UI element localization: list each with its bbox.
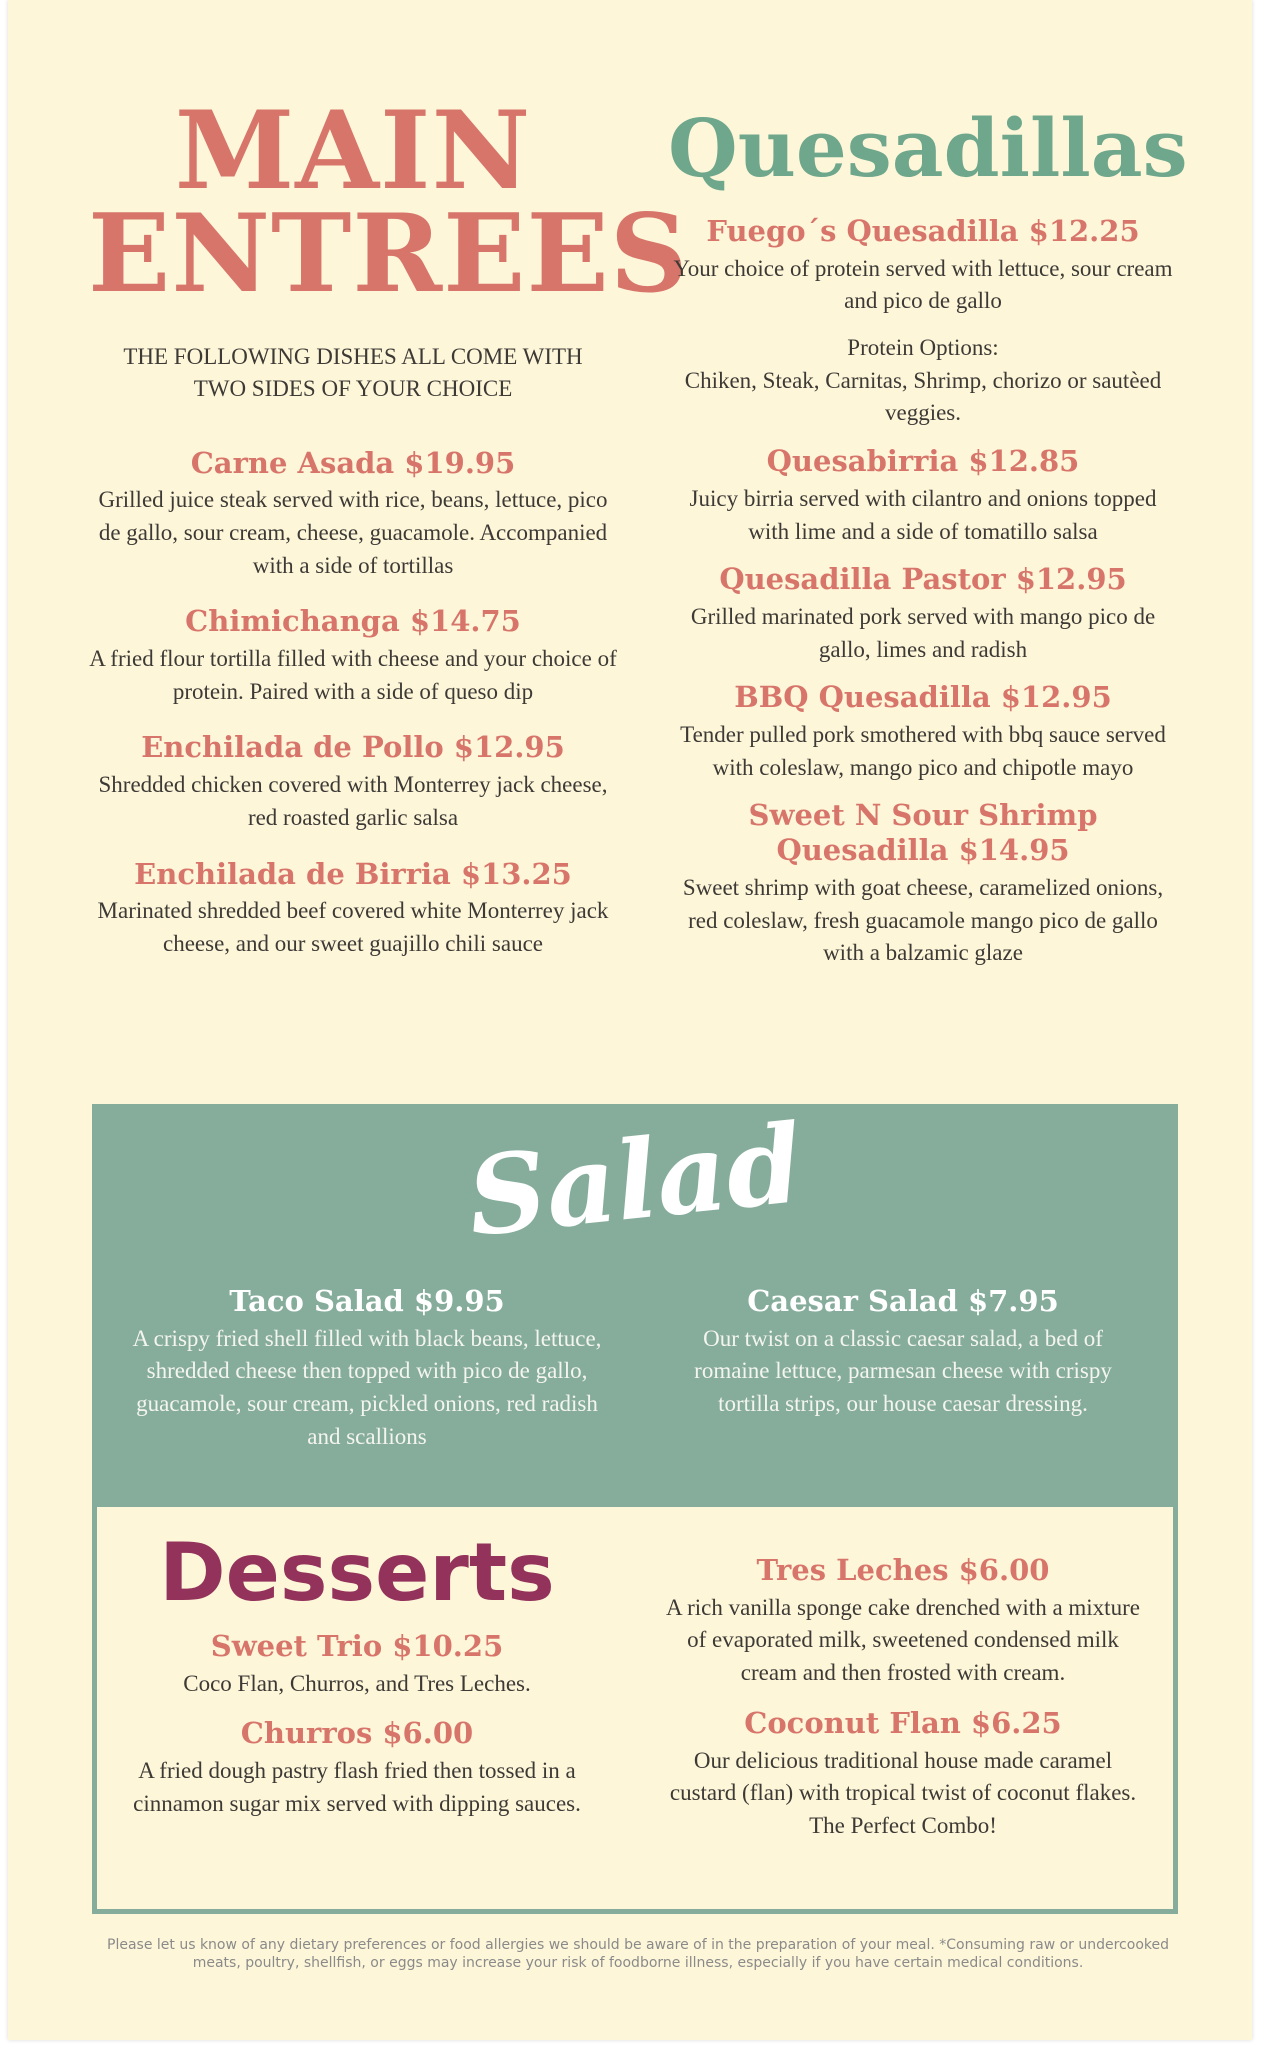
item-name: Quesadilla Pastor $12.95 [719, 562, 1127, 597]
item-name: Quesabirria $12.85 [766, 444, 1080, 479]
item-description: A fried flour tortilla filled with cheese and your choice of protein. Paired with a side of queso dip [89, 646, 617, 704]
item-description: Juicy birria served with cilantro and onions topped with lime and a side of tomatillo salsa [689, 485, 1157, 544]
menu-item-caesar-salad [668, 1284, 1138, 1421]
item-description: Our delicious traditional house made caramel custard (flan) with tropical twist of coconut flakes. The Perfect Combo! [669, 1747, 1137, 1838]
item-description: Grilled juice steak served with rice, beans, lettuce, pico de gallo, sour cream, cheese, guacamole. Accompanied with a side of tortillas [98, 487, 608, 578]
item-name: Sweet Trio $10.25 [210, 1629, 504, 1663]
main-entrees-title [88, 88, 689, 317]
desserts-right-column [663, 1553, 1143, 1859]
salad-title: Salad [462, 1100, 808, 1262]
menu-item-sweet-sour-shrimp [668, 798, 1178, 970]
item-name: Caesar Salad $7.95 [747, 1284, 1059, 1318]
item-description: Coco Flan, Churros, and Tres Leches. [183, 1670, 531, 1696]
item-description: A fried dough pastry flash fried then tossed in a cinnamon sugar mix served with dipping sauces. [133, 1758, 581, 1816]
menu-item-churros [117, 1716, 597, 1820]
quesadillas-section [668, 101, 1188, 984]
title-line-entrees: ENTREES [88, 190, 689, 317]
item-description: Marinated shredded beef covered white Monterrey jack cheese, and our sweet guajillo chili sauce [97, 898, 609, 956]
main-entrees-section [88, 88, 689, 983]
protein-options [668, 332, 1178, 430]
protein-options-list: Chiken, Steak, Carnitas, Shrimp, chorizo or sautèed veggies. [684, 367, 1162, 426]
item-description: Grilled marinated pork served with mango pico de gallo, limes and radish [690, 603, 1156, 662]
item-name: Sweet N Sour Shrimp Quesadilla $14.95 [748, 798, 1098, 868]
quesadillas-title: Quesadillas [668, 101, 1188, 195]
allergy-disclaimer: Please let us know of any dietary preferences or food allergies we should be aware of in the preparation of your meal. *Consuming raw or undercooked meats, poultry, shellfish, or eggs may increase your risk of foodborne illness, especially if you have certain medical conditions. [107, 1937, 1169, 1972]
desserts-left-column [117, 1526, 597, 1837]
item-name: Churros $6.00 [240, 1716, 474, 1751]
menu-item-quesabirria [668, 444, 1178, 548]
item-description: A rich vanilla sponge cake drenched with a mixture of evaporated milk, sweetened condensed milk cream and then frosted with cream. [666, 1594, 1140, 1686]
item-description: Your choice of protein served with lettuce, sour cream and pico de gallo [673, 255, 1173, 314]
menu-item-enchilada-birria [88, 857, 618, 961]
item-name: Carne Asada $19.95 [190, 445, 516, 480]
item-name: Tres Leches $6.00 [756, 1553, 1050, 1587]
menu-item-quesadilla-pastor [668, 562, 1178, 666]
menu-item-fuegos-quesadilla [668, 214, 1178, 318]
menu-item-taco-salad [132, 1284, 602, 1453]
item-name: BBQ Quesadilla $12.95 [734, 680, 1112, 715]
item-name: Fuego´s Quesadilla $12.25 [706, 214, 1140, 248]
item-description: A crispy fried shell filled with black beans, lettuce, shredded cheese then topped with pico de gallo, guacamole, sour cream, pickled onions, red radish and scallions [132, 1325, 602, 1449]
item-name: Coconut Flan $6.25 [744, 1705, 1062, 1740]
item-description: Sweet shrimp with goat cheese, caramelized onions, red coleslaw, fresh guacamole mango pico de gallo with a balzamic glaze [682, 875, 1164, 966]
menu-item-enchilada-pollo [88, 730, 618, 834]
item-description: Tender pulled pork smothered with bbq sauce served with coleslaw, mango pico and chipotle mayo [680, 722, 1166, 780]
menu-item-carne-asada [88, 446, 618, 583]
menu-item-tres-leches [663, 1553, 1143, 1690]
protein-options-label: Protein Options: [847, 335, 999, 361]
menu-item-bbq-quesadilla [668, 680, 1178, 784]
desserts-section [92, 1502, 1178, 1914]
item-description: Our twist on a classic caesar salad, a bed of romaine lettuce, parmesan cheese with crispy tortilla strips, our house caesar dressing. [694, 1325, 1112, 1417]
menu-item-chimichanga [88, 604, 618, 708]
salad-section [92, 1100, 1178, 1504]
menu-item-coconut-flan [663, 1706, 1143, 1843]
desserts-title: Desserts [159, 1526, 555, 1619]
menu-page [8, 0, 1252, 2040]
menu-item-sweet-trio [117, 1629, 597, 1700]
item-name: Chimichanga $14.75 [185, 604, 521, 639]
item-name: Taco Salad $9.95 [229, 1284, 505, 1318]
item-name: Enchilada de Birria $13.25 [134, 856, 572, 891]
item-description: Shredded chicken covered with Monterrey jack cheese, red roasted garlic salsa [98, 772, 608, 830]
item-name: Enchilada de Pollo $12.95 [141, 730, 565, 765]
title-line-main: MAIN [174, 88, 532, 214]
sides-note: THE FOLLOWING DISHES ALL COME WITH TWO SIDES OF YOUR CHOICE [123, 344, 583, 402]
